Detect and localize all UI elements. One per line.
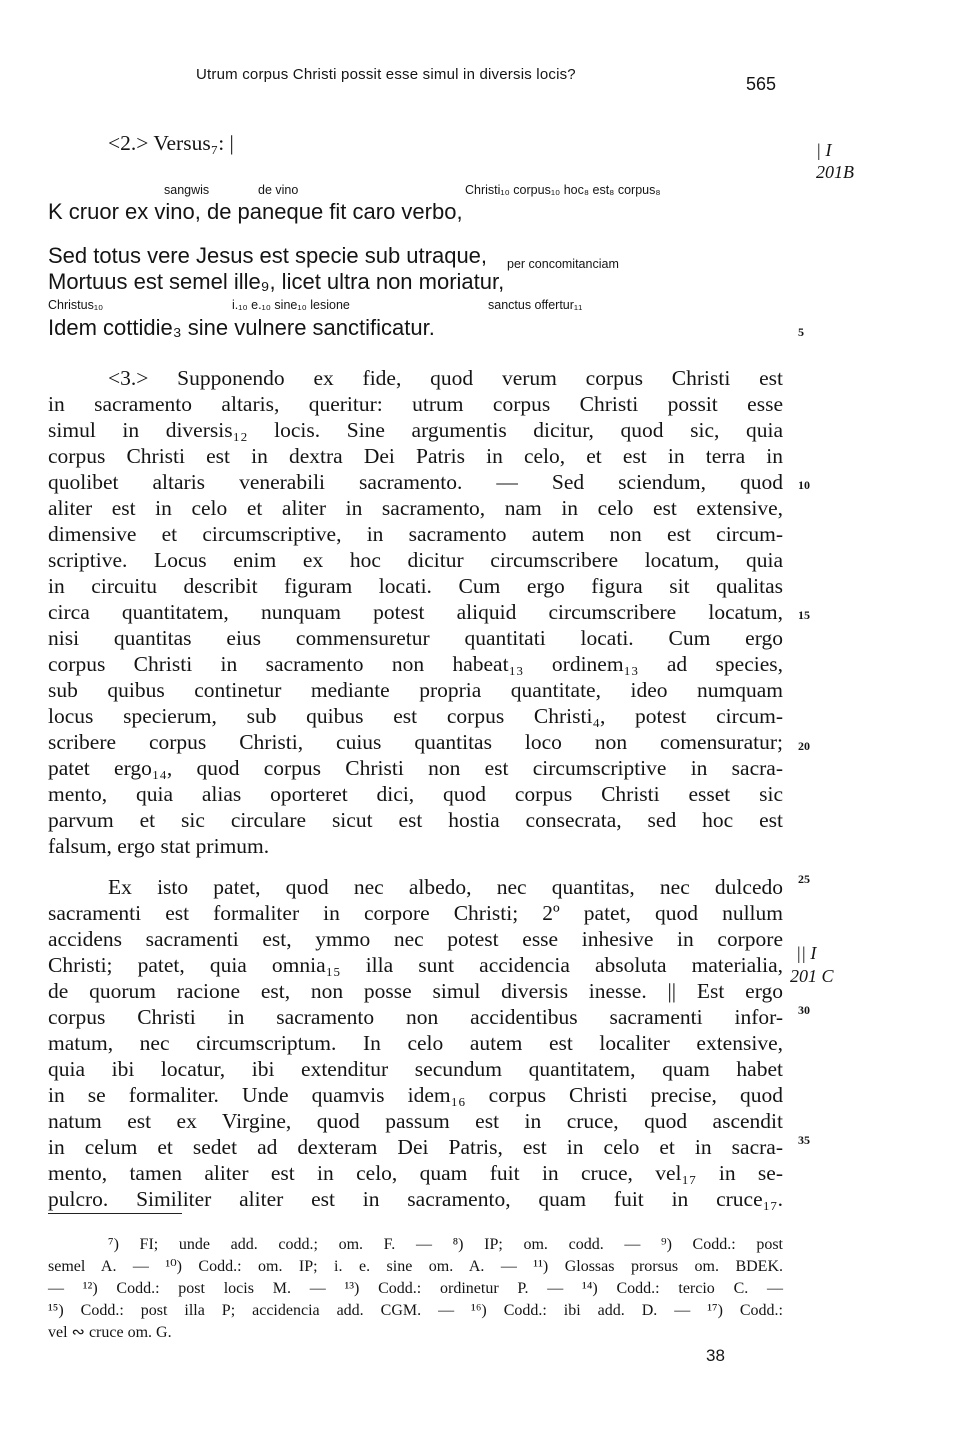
line-number: 10 [798,478,810,492]
text-line: corpus Christi in sacramento non accidentibus sacramenti infor- [48,1005,783,1029]
text-line: sub quibus continetur mediante propria quantitate, ideo numquam [48,678,783,702]
text-line: scribere corpus Christi, cuius quantitas loco non comensuratur; [48,730,783,754]
text-line: mento, tamen aliter est in celo, quam fuit in cruce, vel₁₇ in se- [48,1161,783,1185]
footnote-line: — ¹²) Codd.: post locis M. — ¹³) Codd.: ordinetur P. — ¹⁴) Codd.: tercio C. — [48,1280,783,1297]
line-number: 35 [798,1133,810,1147]
text-line: corpus Christi est in dextra Dei Patris in celo, et est in terra in [48,444,783,468]
line-number: 25 [798,872,810,886]
text-line: natum est ex Virgine, quod passum est in cruce, quod ascendit [48,1109,783,1133]
interlinear-gloss: i.₁₀ e.₁₀ sine₁₀ lesione [232,298,350,312]
text-line: accidens sacramenti est, ymmo nec potest esse inhesive in corpore [48,927,783,951]
text-line: circa quantitatem, nunquam potest aliquid circumscribere locatum, [48,600,783,624]
verse-line: Mortuus est semel ille₉, licet ultra non moriatur, [48,269,505,294]
footnote-line: ⁷) FI; unde add. codd.; om. F. — ⁸) IP; om. codd. — ⁹) Codd.: post [108,1236,783,1253]
interlinear-gloss: Christus₁₀ [48,298,104,312]
text-line: de quorum racione est, non posse simul diversis inesse. || Est ergo [48,979,783,1003]
text-line: parvum et sic circulare sicut est hostia consecrata, sed hoc est [48,808,783,832]
interlinear-gloss: per concomitanciam [507,257,619,271]
verse-heading: <2.> Versus₇: | [108,131,234,155]
text-line: nisi quantitas eius commensuretur quantitati locati. Cum ergo [48,626,783,650]
margin-ref: 201 C [790,966,834,986]
footnote-line: vel ∾ cruce om. G. [48,1324,172,1341]
page-number: 565 [746,74,777,94]
footnote-line: semel A. — ¹⁰) Codd.: om. IP; i. e. sine om. A. — ¹¹) Glossas prorsus om. BDEK. [48,1258,783,1275]
text-line: sacramenti est formaliter in corpore Christi; 2º patet, quod nullum [48,901,783,925]
running-head: Utrum corpus Christi possit esse simul in diversis locis? [196,66,576,83]
interlinear-gloss: sanctus offertur₁₁ [488,298,583,312]
interlinear-gloss: de vino [258,183,299,197]
text-line: matum, nec circumscriptum. In celo autem est localiter extensive, [48,1031,783,1055]
text-line: in sacramento altaris, queritur: utrum corpus Christi possit esse [48,392,783,416]
line-number: 30 [798,1003,810,1017]
margin-ref: 201B [816,162,854,182]
line-number: 20 [798,739,810,753]
verse-line: Sed totus vere Jesus est specie sub utraque, [48,243,488,268]
text-line: mento, quia alias oporteret dici, quod corpus Christi esset sic [48,782,783,806]
text-line: in se formaliter. Unde quamvis idem₁₆ corpus Christi precise, quod [48,1083,783,1107]
text-line: Ex isto patet, quod nec albedo, nec quantitas, nec dulcedo [108,875,783,899]
signature-mark: 38 [706,1346,725,1365]
footnote-rule [48,1213,182,1214]
interlinear-gloss: Christi₁₀ corpus₁₀ hoc₈ est₈ corpus₈ [465,183,661,197]
text-line: <3.> Supponendo ex fide, quod verum corpus Christi est [108,366,783,390]
text-line: locus specierum, sub quibus est corpus Christi₄, potest circum- [48,704,783,728]
text-line: in circuitu describit figuram locati. Cum ergo figura sit qualitas [48,574,783,598]
margin-ref: || I [796,943,817,963]
text-line: quia ibi locatur, ibi extenditur secundum quantitatem, quam habet [48,1057,783,1081]
text-line: in celum et sedet ad dexteram Dei Patris, est in celo et in sacra- [48,1135,783,1159]
line-number: 15 [798,608,810,622]
footnote-line: ¹⁵) Codd.: post illa P; accidencia add. CGM. — ¹⁶) Codd.: ibi add. D. — ¹⁷) Codd.: [48,1302,783,1319]
interlinear-gloss: sangwis [164,183,210,197]
text-line: dimensive et circumscriptive, in sacramento autem non est circum- [48,522,783,546]
verse-line: K cruor ex vino, de paneque fit caro verbo, [48,199,463,224]
text-line: scriptive. Locus enim ex hoc dicitur circumscribere locatum, quia [48,548,783,572]
text-line: Christi; patet, quia omnia₁₅ illa sunt accidencia absoluta materialia, [48,953,783,977]
text-line: patet ergo₁₄, quod corpus Christi non est circumscriptive in sacra- [48,756,783,780]
margin-ref: | I [816,140,832,160]
text-line: aliter est in celo et aliter in sacramento, nam in celo est extensive, [48,496,783,520]
text-line: pulcro. Similiter aliter est in sacramento, quam fuit in cruce₁₇. [48,1187,783,1211]
verse-line: Idem cottidie₃ sine vulnere sanctificatur. [48,315,435,340]
text-line: corpus Christi in sacramento non habeat₁₃ ordinem₁₃ ad species, [48,652,783,676]
text-line: simul in diversis₁₂ locis. Sine argumentis dicitur, quod sic, quia [48,418,783,442]
line-number: 5 [798,325,804,339]
text-line: quolibet altaris venerabili sacramento. — Sed sciendum, quod [48,470,783,494]
text-line: falsum, ergo stat primum. [48,834,270,858]
